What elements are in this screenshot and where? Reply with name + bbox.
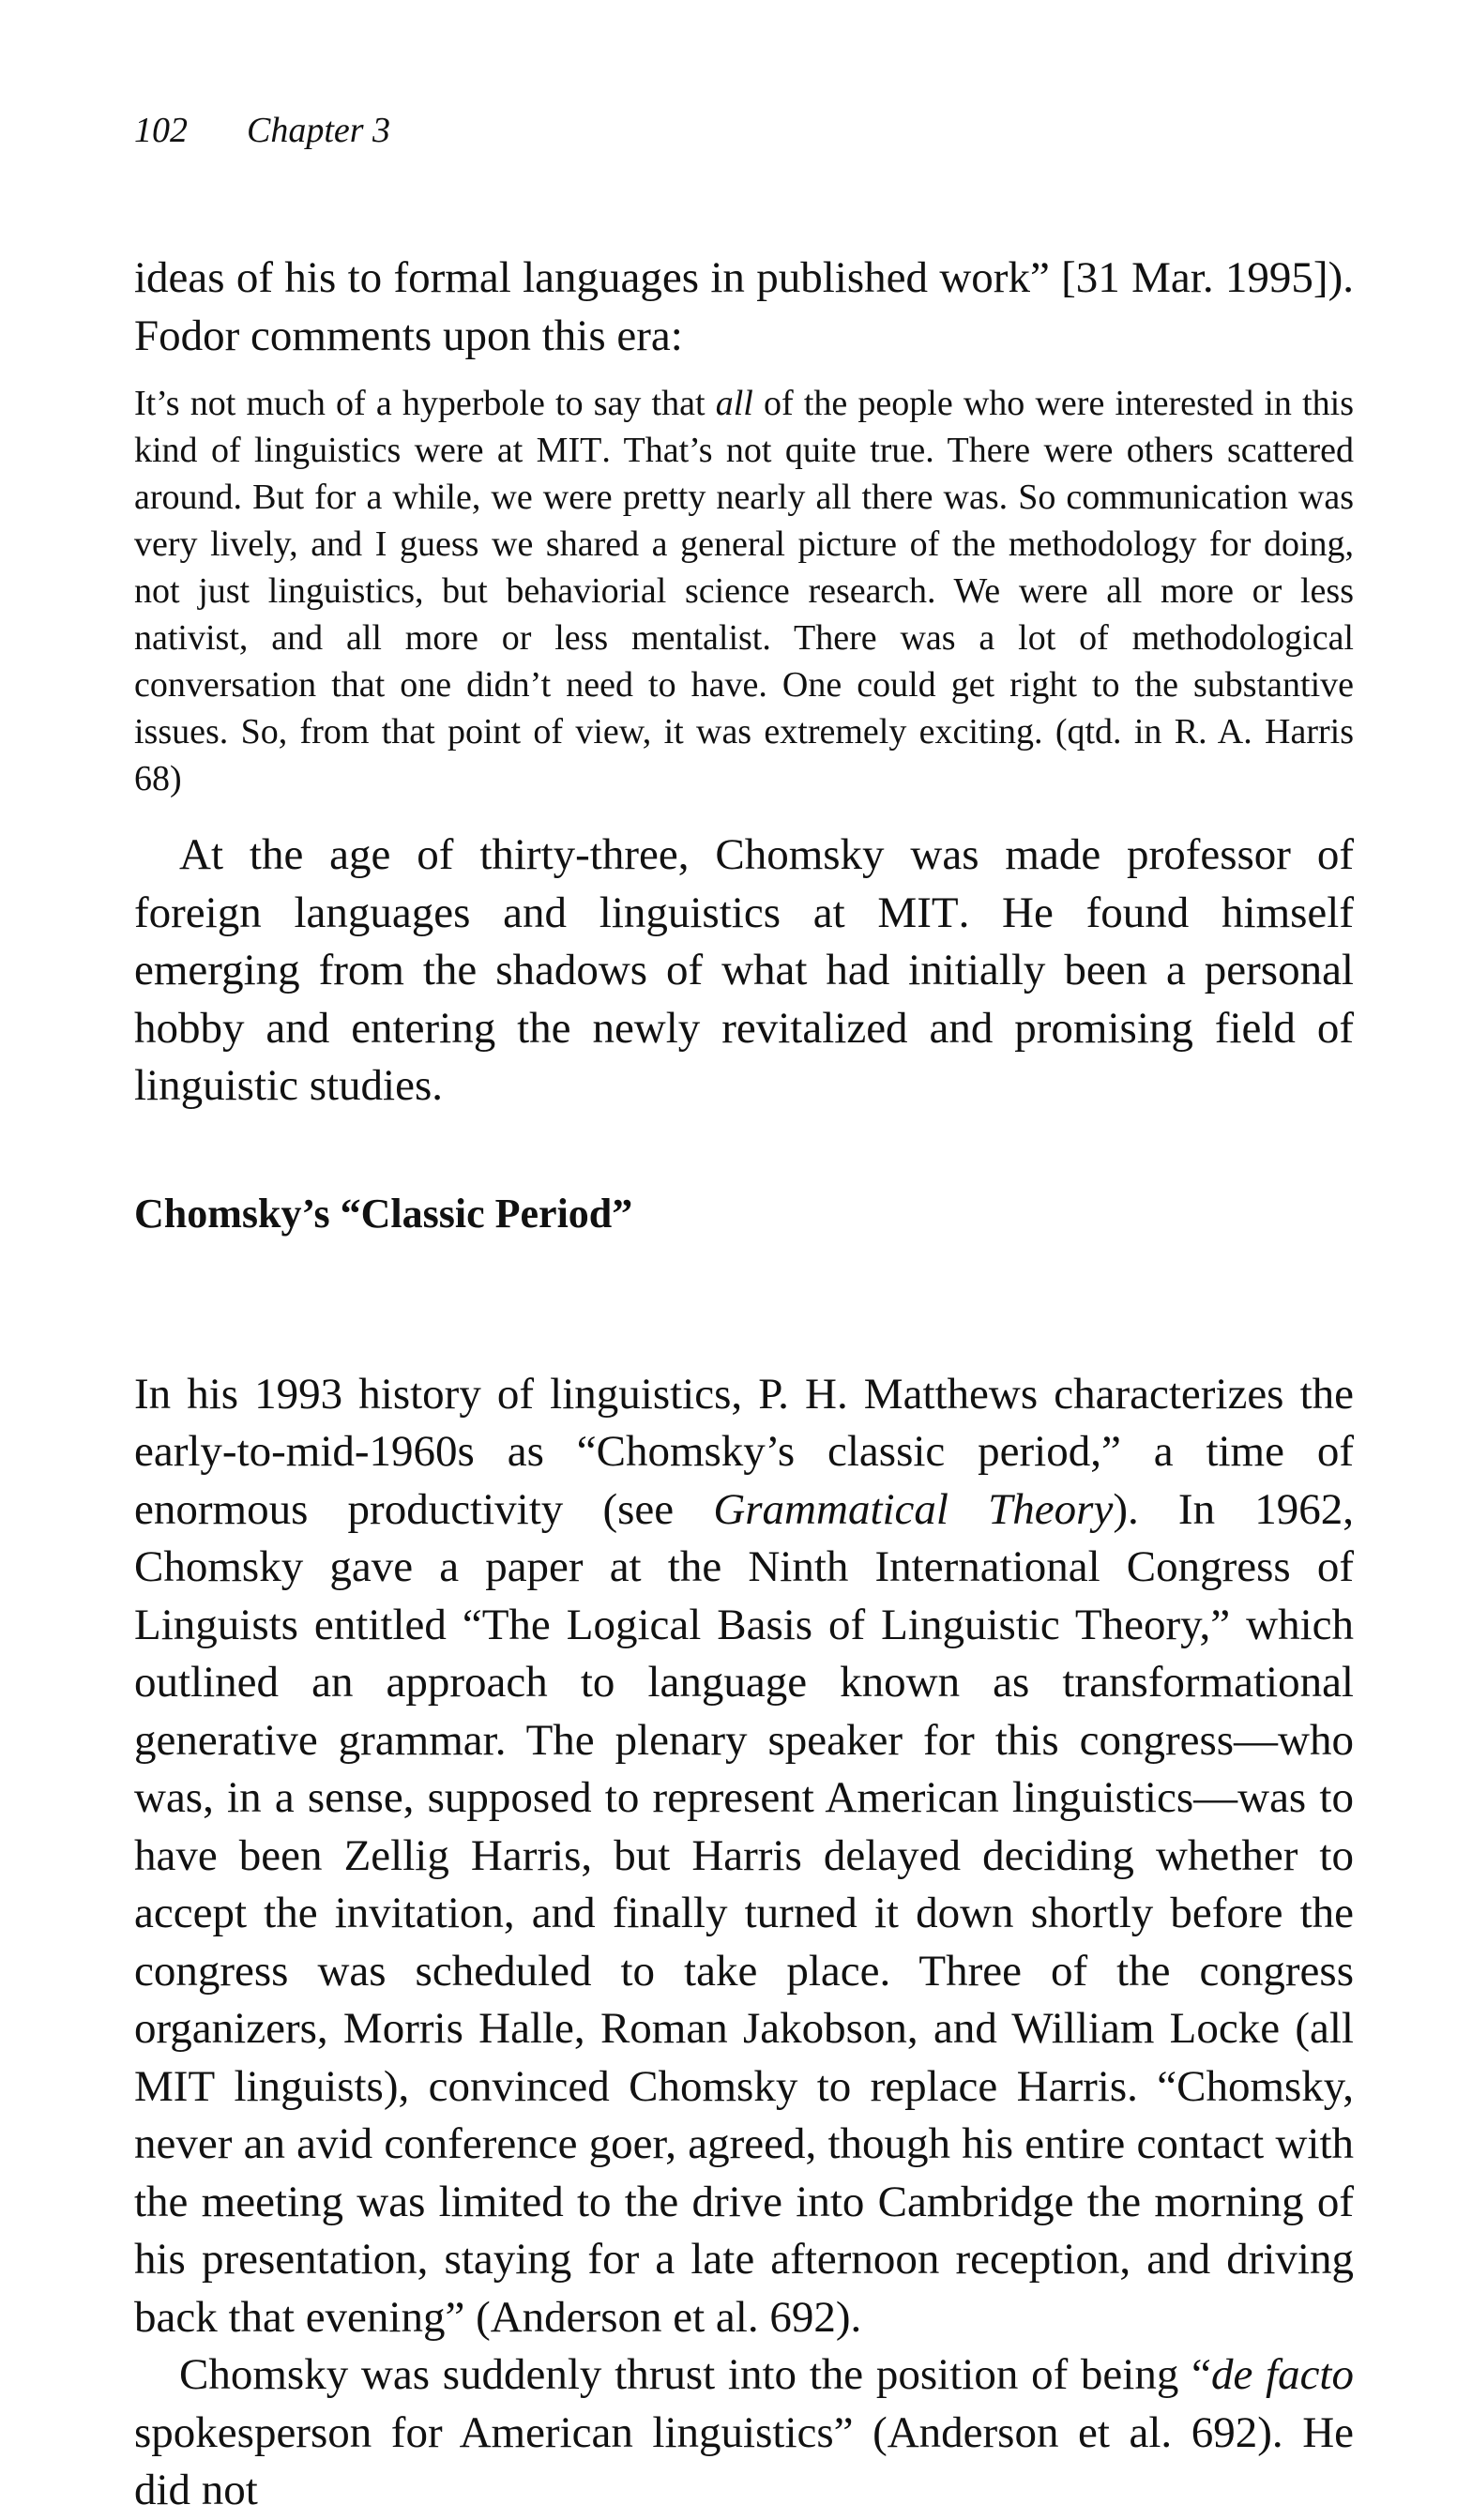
paragraph-spokesperson (134, 2346, 1354, 2520)
institution-abbrev: MIT (877, 888, 959, 937)
institution-abbrev: MIT (536, 431, 602, 470)
quote-text: of the people who were interested in this kind of linguistics were at (134, 384, 1354, 470)
book-title: Grammatical Theory (713, 1484, 1114, 1534)
paragraph-text: In his 1993 history of linguistics, P. H. Matthews characterizes the early-to-mid-1960s as “Chomsky’s classic period,” a time of enormous productivity (see (134, 1369, 1354, 1534)
institution-abbrev: MIT (134, 2061, 216, 2111)
paragraph-text: At the age of thirty-three, Chomsky was made professor of foreign languages and linguistics at (134, 830, 1354, 937)
paragraph-text: ). In 1962, Chomsky gave a paper at the Ninth International Congress of Linguists entitled “The Logical Basis of Linguistic Theory,” which outlined an approach to language known as transformational generative grammar. The plenary speaker for this congress—who was, in a sense, supposed to represent American linguistics—was to have been Zellig Harris, but Harris delayed deciding whether to accept the invitation, and finally turned it down shortly before the congress was scheduled to take place. Three of the congress organizers, Morris Halle, Roman Jakobson, and William Locke (all (134, 1484, 1354, 2053)
quote-text: It’s not much of a hyperbole to say that (134, 384, 716, 423)
block-quote (134, 380, 1354, 802)
latin-phrase: de facto (1210, 2350, 1354, 2399)
paragraph-text: . He found himself emerging from the shadows of what had initially been a personal hobby and entering the newly revitalized and promising field of linguistic studies. (134, 888, 1354, 1110)
chapter-title: Chapter 3 (247, 111, 391, 150)
quote-text: . That’s not quite true. There were others scattered around. But for a while, we were pretty nearly all there was. So communication was very lively, and I guess we shared a general picture of the methodology for doing, not just linguistics, but behaviorial science research. We were all more or less nativist, and all more or less mentalist. There was a lot of methodological conversation that one didn’t need to have. One could get right to the substantive issues. So, from that point of view, it was extremely exciting. (qtd. in R. A. Harris 68) (134, 431, 1354, 798)
running-head (134, 113, 1354, 148)
paragraph-continuation: ideas of his to formal languages in published work” [31 Mar. 1995]). Fodor comments upon this era: (134, 253, 1354, 360)
paragraph-professor (134, 827, 1354, 1116)
paragraph-text: Chomsky was suddenly thrust into the position of being “ (179, 2350, 1211, 2399)
page-number: 102 (134, 111, 188, 150)
book-page (134, 113, 1354, 2520)
paragraph-text: linguists), convinced Chomsky to replace Harris. “Chomsky, never an avid conference goer, agreed, though his entire contact with the meeting was limited to the drive into Cambridge the morning of his presentation, staying for a late afternoon reception, and driving back that evening” (Anderson et al. 692). (134, 2061, 1354, 2342)
section-heading: Chomsky’s “Classic Period” (134, 1190, 633, 1237)
quote-emphasis: all (715, 384, 753, 423)
paragraph-text: spokesperson for American linguistics” (Anderson et al. 692). He did not (134, 2407, 1354, 2514)
paragraph-classic-period (134, 1366, 1354, 2347)
